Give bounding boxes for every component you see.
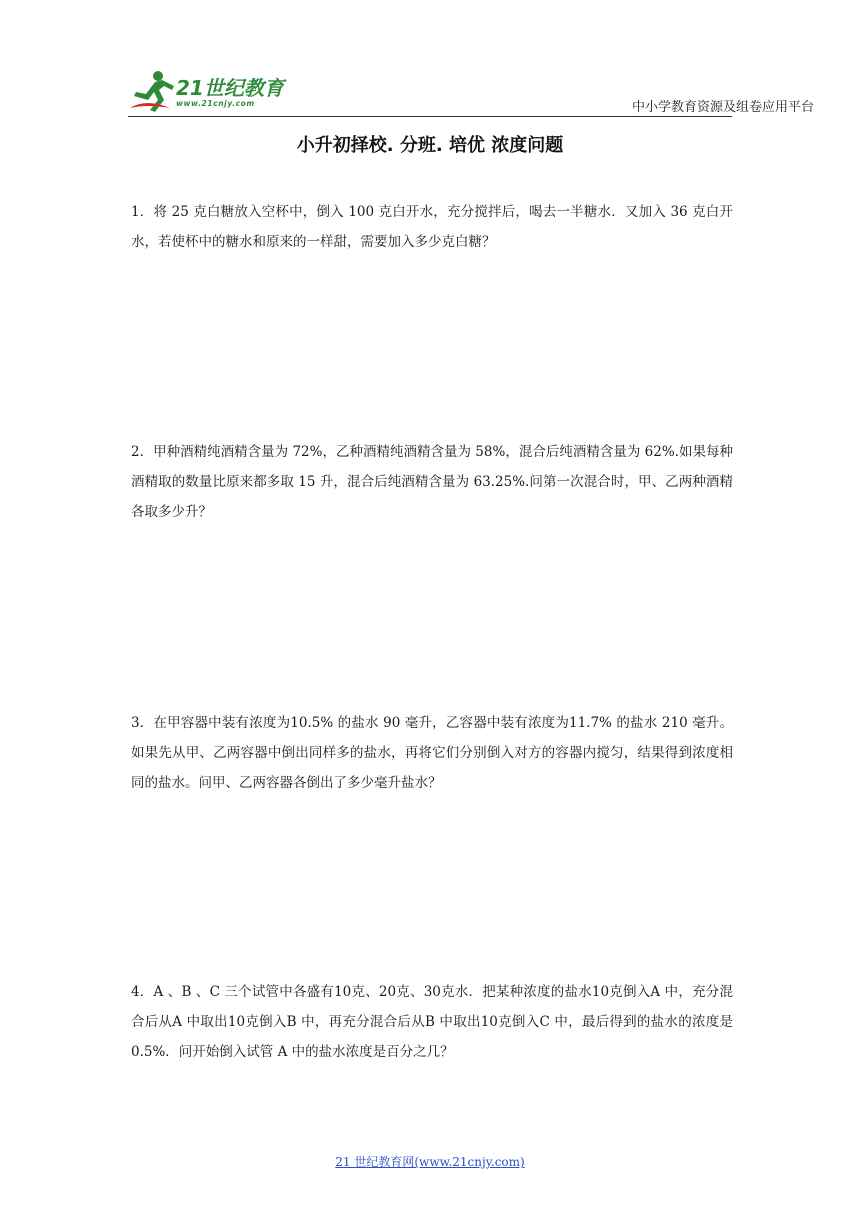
runner-icon — [128, 68, 176, 114]
question-1: 1．将 25 克白糖放入空杯中，倒入 100 克白开水，充分搅拌后，喝去一半糖水．又加入 36 克白开水，若使杯中的糖水和原来的一样甜，需要加入多少克白糖？ — [131, 204, 733, 250]
question-3: 3．在甲容器中装有浓度为10.5% 的盐水 90 毫升，乙容器中装有浓度为11.7% 的盐水 210 毫升。如果先从甲、乙两容器中倒出同样多的盐水，再将它们分别倒入对方的容器内搅匀，结果得到浓度相同的盐水。问甲、乙两容器各倒出了多少毫升盐水？ — [131, 715, 733, 791]
logo-url: www.21cnjy.com — [176, 99, 255, 108]
logo-wordmark: 21世纪教育 — [176, 76, 284, 100]
page-title: 小升初择校. 分班. 培优 浓度问题 — [296, 135, 564, 156]
header-divider — [128, 116, 732, 117]
question-2: 2．甲种酒精纯酒精含量为 72%，乙种酒精纯酒精含量为 58%，混合后纯酒精含量为 62%.如果每种酒精取的数量比原来都多取 15 升，混合后纯酒精含量为 63.25%.问第一次混合时，甲、乙两种酒精各取多少升？ — [131, 444, 733, 520]
footer-link[interactable]: 21 世纪教育网(www.21cnjy.com) — [335, 1155, 525, 1169]
platform-name: 中小学教育资源及组卷应用平台 — [632, 100, 815, 115]
site-logo[interactable] — [128, 68, 308, 114]
page-header — [0, 0, 860, 130]
question-4: 4．A 、B 、C 三个试管中各盛有10克、20克、30克水．把某种浓度的盐水10克倒入A 中，充分混合后从A 中取出10克倒入B 中，再充分混合后从B 中取出10克倒入C 中，最后得到的盐水的浓度是 0.5%．问开始倒入试管 A 中的盐水浓度是百分之几？ — [131, 984, 733, 1060]
